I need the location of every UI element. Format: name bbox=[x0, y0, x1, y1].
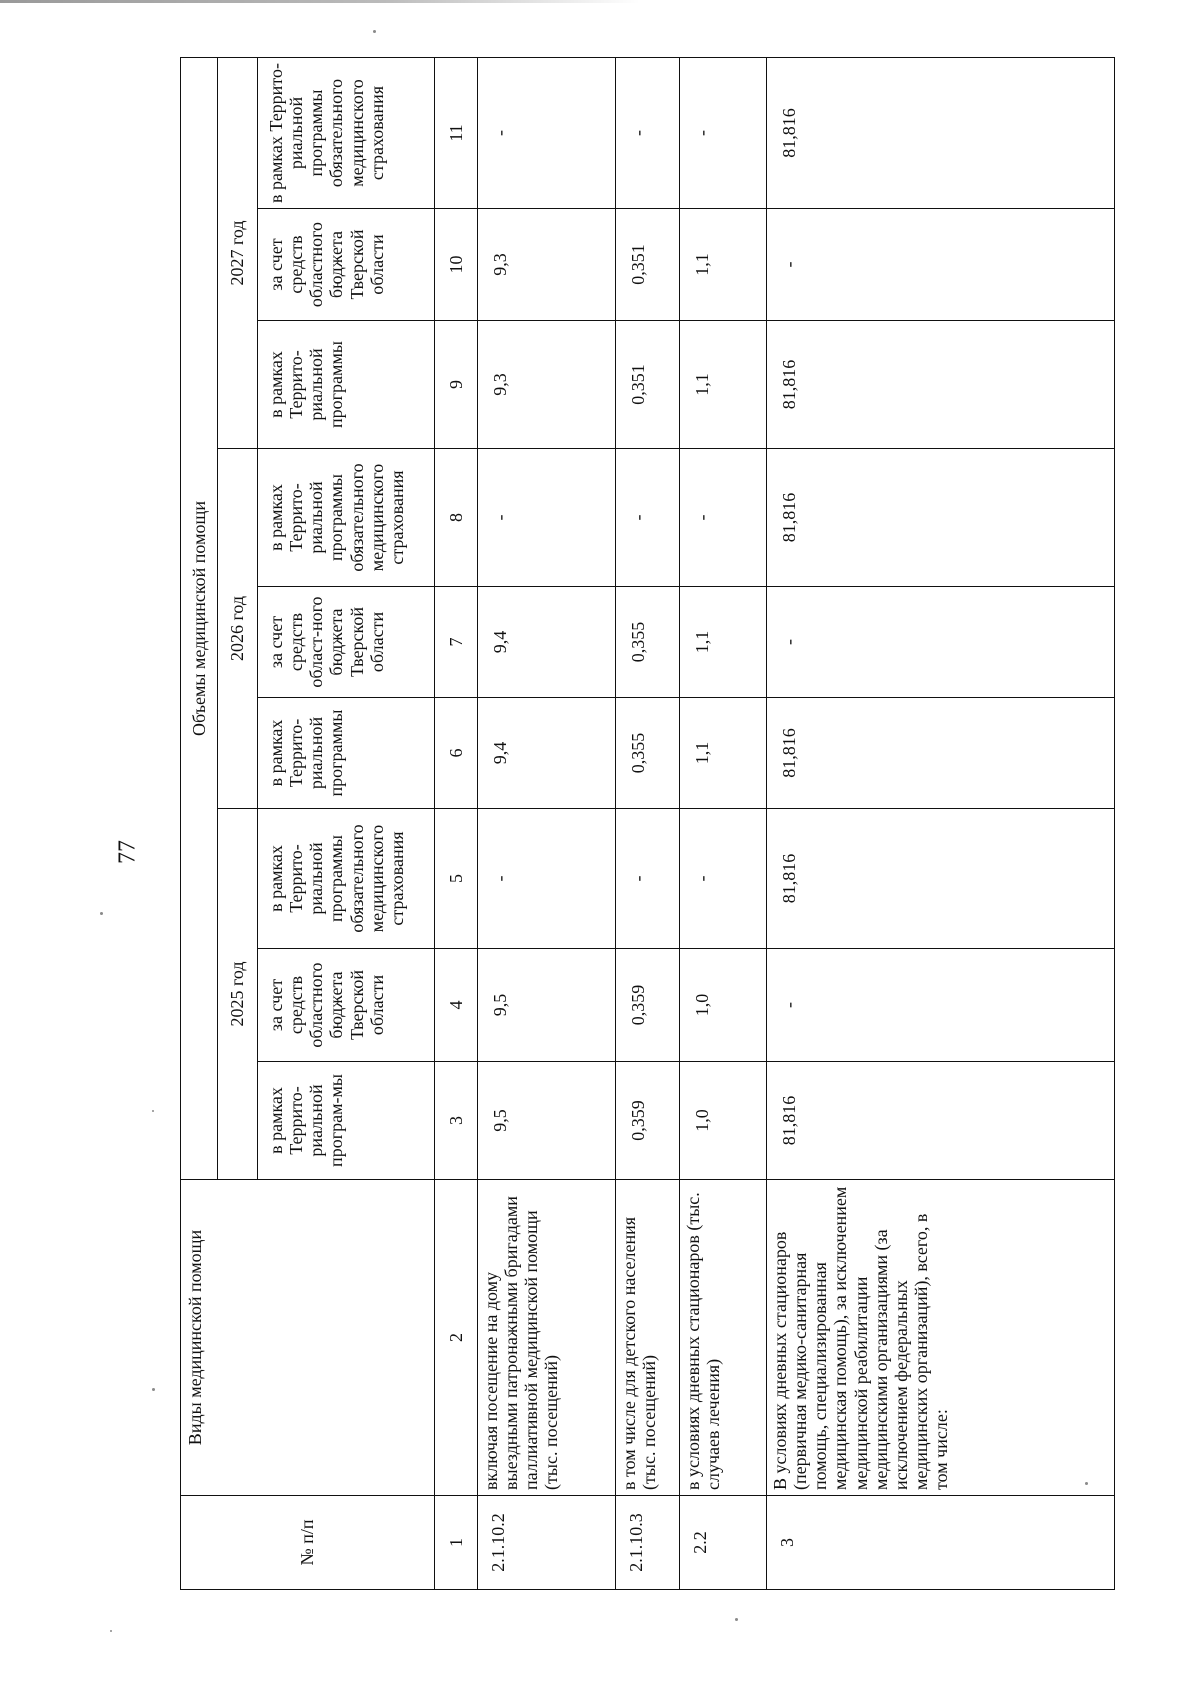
scan-speck bbox=[152, 1110, 154, 1112]
scan-speck bbox=[735, 1618, 738, 1621]
scan-speck bbox=[152, 1388, 155, 1391]
cell-value: 9,4 bbox=[478, 698, 616, 809]
cell-value: 9,5 bbox=[478, 949, 616, 1062]
scan-speck bbox=[110, 1630, 112, 1632]
column-number: 11 bbox=[435, 58, 478, 209]
cell-value: 81,816 bbox=[767, 321, 1115, 449]
cell-value: - bbox=[680, 58, 767, 209]
row-code: 2.1.10.2 bbox=[478, 1496, 616, 1590]
header-year-2026: 2026 год bbox=[218, 449, 258, 809]
medical-volumes-table bbox=[180, 57, 1115, 1590]
subheader-2026-oms: в рамках Террито-риальной программы обязательного медицинского страхования bbox=[258, 449, 435, 587]
cell-value: - bbox=[767, 949, 1115, 1062]
row-code: 2.1.10.3 bbox=[616, 1496, 680, 1590]
column-number: 3 bbox=[435, 1062, 478, 1180]
subheader-2025-oms: в рамках Террито-риальной программы обязательного медицинского страхования bbox=[258, 809, 435, 949]
column-number: 10 bbox=[435, 209, 478, 321]
subheader-2025-regional-budget: за счет средств областного бюджета Тверской области bbox=[258, 949, 435, 1062]
cell-value: - bbox=[767, 209, 1115, 321]
table-row bbox=[767, 58, 1115, 1590]
row-label: в том числе для детского населения (тыс. посещений) bbox=[616, 1180, 680, 1496]
subheader-2027-regional-budget: за счет средств областного бюджета Тверской области bbox=[258, 209, 435, 321]
cell-value: - bbox=[680, 809, 767, 949]
row-label: в условиях дневных стационаров (тыс. случаев лечения) bbox=[680, 1180, 767, 1496]
column-number: 6 bbox=[435, 698, 478, 809]
cell-value: 0,359 bbox=[616, 1062, 680, 1180]
cell-value: - bbox=[478, 449, 616, 587]
cell-value: 9,4 bbox=[478, 587, 616, 698]
cell-value: - bbox=[616, 809, 680, 949]
column-number: 1 bbox=[435, 1496, 478, 1590]
rotated-table-container bbox=[180, 63, 1122, 1590]
cell-value: 0,355 bbox=[616, 587, 680, 698]
scan-speck bbox=[100, 912, 103, 915]
subheader-2027-oms: в рамках Террито-риальной программы обязательного медицинского страхования bbox=[258, 58, 435, 209]
table-row bbox=[478, 58, 616, 1590]
row-code: 2.2 bbox=[680, 1496, 767, 1590]
row-code: 3 bbox=[767, 1496, 1115, 1590]
cell-value: - bbox=[616, 449, 680, 587]
cell-value: 81,816 bbox=[767, 449, 1115, 587]
cell-value: 0,351 bbox=[616, 321, 680, 449]
cell-value: 1,1 bbox=[680, 209, 767, 321]
header-year-2027: 2027 год bbox=[218, 58, 258, 449]
column-number: 2 bbox=[435, 1180, 478, 1496]
row-label: включая посещение на дому выездными патронажными бригадами паллиативной медицинской помощи (тыс. посещений) bbox=[478, 1180, 616, 1496]
column-number: 5 bbox=[435, 809, 478, 949]
subheader-2027-territorial: в рамках Террито-риальной программы bbox=[258, 321, 435, 449]
cell-value: - bbox=[478, 809, 616, 949]
subheader-2026-territorial: в рамках Террито-риальной программы bbox=[258, 698, 435, 809]
subheader-2025-territorial: в рамках Террито-риальной програм-мы bbox=[258, 1062, 435, 1180]
cell-value: - bbox=[680, 449, 767, 587]
cell-value: 1,1 bbox=[680, 587, 767, 698]
cell-value: 9,3 bbox=[478, 321, 616, 449]
row-label: В условиях дневных стационаров (первичная медико-санитарная помощь, специализированная медицинская помощь), за исключением медицинской реабилитации медицинскими организациями (за исключением федеральных медицинских организаций), всего, в том числе: bbox=[767, 1180, 1115, 1496]
cell-value: 81,816 bbox=[767, 809, 1115, 949]
subheader-2026-regional-budget: за счет средств област-ного бюджета Тверской области bbox=[258, 587, 435, 698]
cell-value: 0,351 bbox=[616, 209, 680, 321]
cell-value: 9,5 bbox=[478, 1062, 616, 1180]
column-number: 4 bbox=[435, 949, 478, 1062]
page-number: 77 bbox=[114, 840, 141, 864]
cell-value: 1,0 bbox=[680, 1062, 767, 1180]
column-number: 7 bbox=[435, 587, 478, 698]
cell-value: 1,0 bbox=[680, 949, 767, 1062]
table-row bbox=[616, 58, 680, 1590]
cell-value: 1,1 bbox=[680, 698, 767, 809]
cell-value: - bbox=[616, 58, 680, 209]
cell-value: 9,3 bbox=[478, 209, 616, 321]
header-types: Виды медицинской помощи bbox=[181, 1180, 435, 1496]
header-number: № п/п bbox=[181, 1496, 435, 1590]
cell-value: 0,355 bbox=[616, 698, 680, 809]
scan-top-edge bbox=[0, 0, 640, 3]
cell-value: 81,816 bbox=[767, 1062, 1115, 1180]
cell-value: 81,816 bbox=[767, 58, 1115, 209]
header-year-2025: 2025 год bbox=[218, 809, 258, 1180]
column-number: 9 bbox=[435, 321, 478, 449]
cell-value: 81,816 bbox=[767, 698, 1115, 809]
table-row bbox=[680, 58, 767, 1590]
cell-value: 1,1 bbox=[680, 321, 767, 449]
cell-value: - bbox=[478, 58, 616, 209]
cell-value: - bbox=[767, 587, 1115, 698]
column-number: 8 bbox=[435, 449, 478, 587]
header-volumes: Объемы медицинской помощи bbox=[181, 58, 218, 1180]
scan-speck bbox=[373, 30, 376, 33]
cell-value: 0,359 bbox=[616, 949, 680, 1062]
